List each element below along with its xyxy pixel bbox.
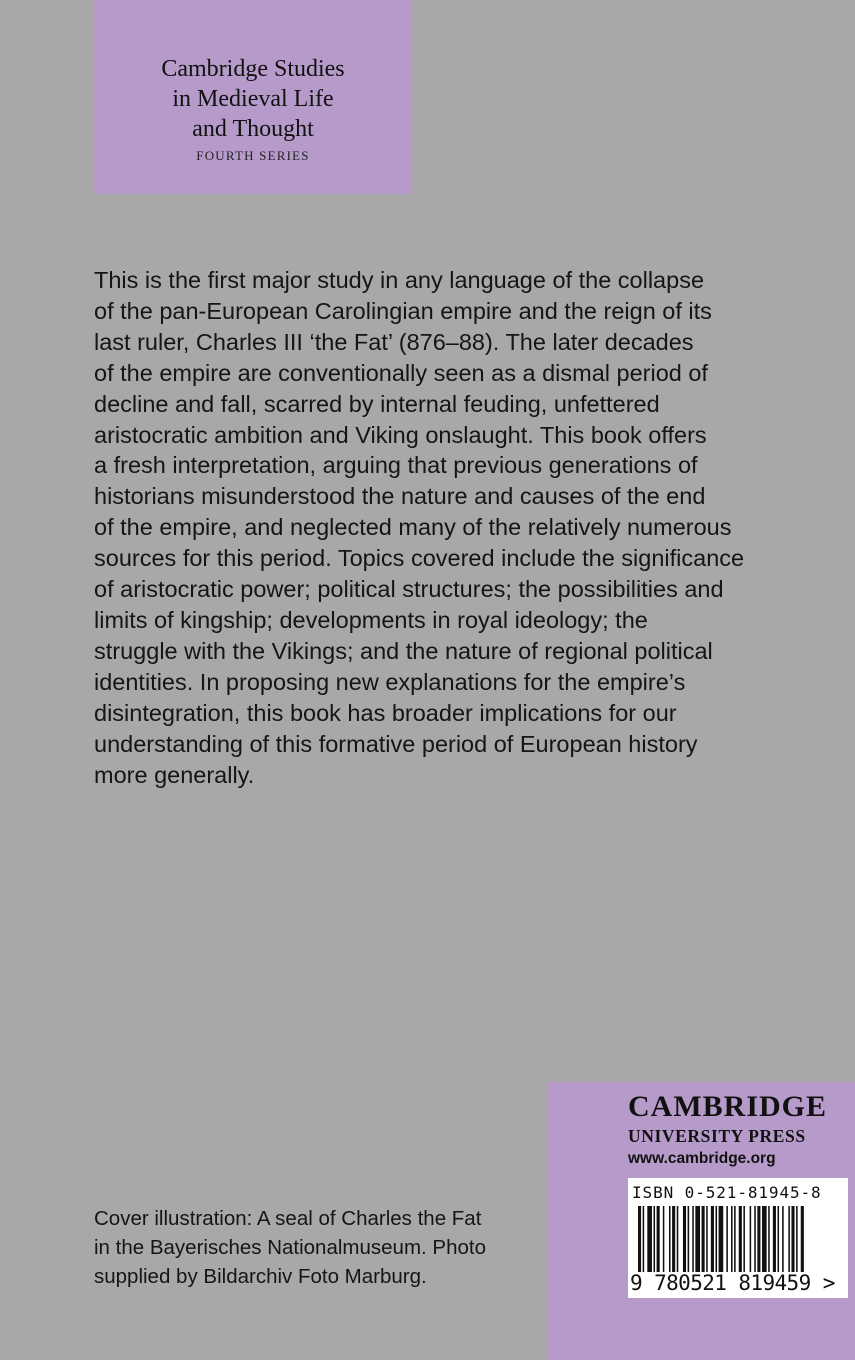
credit-line: supplied by Bildarchiv Foto Marburg.	[94, 1265, 427, 1288]
blurb-line: understanding of this formative period of European history	[94, 730, 698, 757]
barcode-bar	[657, 1206, 660, 1272]
barcode-bar	[669, 1206, 671, 1272]
barcode-bar	[638, 1206, 641, 1272]
blurb-line: of the empire are conventionally seen as a dismal period of	[94, 359, 708, 386]
publisher-name: CAMBRIDGE	[628, 1090, 828, 1123]
barcode-bar	[788, 1206, 790, 1272]
barcode-bar	[695, 1206, 700, 1272]
publisher-url: www.cambridge.org	[628, 1150, 776, 1167]
barcode-bar	[796, 1206, 798, 1272]
barcode-bar	[702, 1206, 705, 1272]
barcode-panel	[628, 1178, 848, 1298]
barcode-bar	[719, 1206, 724, 1272]
blurb-line: last ruler, Charles III ‘the Fat’ (876–88). The later decades	[94, 328, 694, 355]
barcode-icon	[638, 1206, 840, 1272]
isbn-label: ISBN 0-521-81945-8	[632, 1183, 822, 1202]
blurb-line: disintegration, this book has broader implications for our	[94, 699, 677, 726]
barcode-bar	[731, 1206, 733, 1272]
barcode-bar	[647, 1206, 652, 1272]
book-description	[94, 265, 774, 790]
barcode-bar	[734, 1206, 736, 1272]
publisher-box	[548, 1082, 855, 1360]
series-subtitle: FOURTH SERIES	[196, 148, 310, 163]
series-box	[94, 0, 412, 194]
barcode-bar	[726, 1206, 728, 1272]
ean-digits: 9 780521 819459 >	[630, 1271, 835, 1295]
barcode-bar	[791, 1206, 794, 1272]
cover-illustration-credit	[94, 1204, 534, 1291]
barcode-bar	[739, 1206, 742, 1272]
series-title-line-3: and Thought	[192, 116, 314, 142]
barcode-bar	[716, 1206, 718, 1272]
barcode-bar	[782, 1206, 784, 1272]
blurb-line: historians misunderstood the nature and causes of the end	[94, 483, 706, 510]
barcode-bar	[672, 1206, 675, 1272]
blurb-line: This is the first major study in any language of the collapse	[94, 267, 705, 293]
barcode-bar	[663, 1206, 665, 1272]
series-title-line-1: Cambridge Studies	[161, 56, 345, 82]
barcode-bar	[778, 1206, 780, 1272]
barcode-bar	[768, 1206, 770, 1272]
barcode-bar	[711, 1206, 714, 1272]
blurb-line: of aristocratic power; political structures; the possibilities and	[94, 576, 724, 603]
barcode-bar	[801, 1206, 804, 1272]
series-title-line-2: in Medieval Life	[172, 86, 334, 112]
blurb-line: sources for this period. Topics covered include the significance	[94, 545, 745, 572]
barcode-bar	[683, 1206, 686, 1272]
credit-line: Cover illustration: A seal of Charles the Fat	[94, 1207, 482, 1230]
credit-line: in the Bayerisches Nationalmuseum. Photo	[94, 1236, 486, 1259]
barcode-bar	[692, 1206, 694, 1272]
barcode-bar	[750, 1206, 752, 1272]
blurb-line: more generally.	[94, 761, 255, 788]
series-title	[94, 54, 412, 144]
barcode-bar	[762, 1206, 767, 1272]
barcode-bar	[706, 1206, 708, 1272]
blurb-line: limits of kingship; developments in royal ideology; the	[94, 606, 648, 633]
blurb-line: a fresh interpretation, arguing that previous generations of	[94, 452, 698, 479]
barcode-bar	[688, 1206, 690, 1272]
publisher-subname: UNIVERSITY PRESS	[628, 1126, 806, 1146]
barcode-bar	[754, 1206, 756, 1272]
blurb-line: of the pan-European Carolingian empire and the reign of its	[94, 297, 712, 324]
blurb-line: decline and fall, scarred by internal feuding, unfettered	[94, 390, 660, 417]
barcode-bar	[757, 1206, 760, 1272]
barcode-bar	[654, 1206, 656, 1272]
barcode-bar	[643, 1206, 645, 1272]
blurb-line: identities. In proposing new explanations for the empire’s	[94, 668, 686, 695]
blurb-line: aristocratic ambition and Viking onslaught. This book offers	[94, 421, 707, 448]
barcode-bar	[773, 1206, 776, 1272]
blurb-line: of the empire, and neglected many of the relatively numerous	[94, 514, 732, 541]
barcode-bar	[677, 1206, 679, 1272]
blurb-line: struggle with the Vikings; and the nature of regional political	[94, 637, 713, 664]
barcode-bar	[743, 1206, 745, 1272]
